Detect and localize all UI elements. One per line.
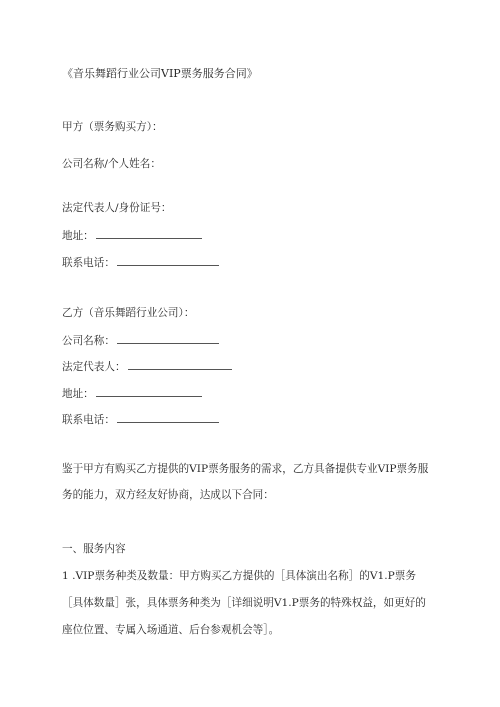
party-a-address-row: [62, 228, 202, 243]
preamble-line-1: 鉴于甲方有购买乙方提供的VIP票务服务的需求，乙方具备提供专业VIP票务服: [62, 463, 429, 475]
party-a-phone-row: [62, 255, 219, 270]
party-a-address-blank[interactable]: [96, 228, 202, 239]
party-a-heading: 甲方（票务购买方）：: [62, 121, 163, 133]
party-b-address-label: 地址：: [62, 388, 94, 400]
document-title: 《音乐舞蹈行业公司VIP票务服务合同》: [62, 67, 258, 80]
party-a-rep-label: 法定代表人/身份证号：: [62, 202, 172, 214]
party-a-phone-label: 联系电话：: [62, 257, 115, 269]
party-b-rep-label: 法定代表人：: [62, 361, 126, 373]
party-b-company-row: [62, 333, 219, 348]
party-a-phone-blank[interactable]: [117, 255, 219, 266]
section-1-heading: 一、服务内容: [62, 543, 126, 555]
party-b-address-blank[interactable]: [96, 386, 202, 397]
preamble-line-2: 务的能力，双方经友好协商，达成以下合同：: [62, 489, 274, 501]
party-b-rep-blank[interactable]: [128, 359, 232, 370]
party-a-company-name-label: 公司名称/个人姓名：: [62, 158, 161, 170]
party-b-address-row: [62, 386, 202, 401]
party-b-phone-label: 联系电话：: [62, 414, 115, 426]
party-b-phone-row: [62, 412, 219, 427]
clause-1-line-3: 座位位置、专属入场通道、后台参观机会等］。: [62, 624, 280, 636]
party-b-company-name-blank[interactable]: [117, 333, 219, 344]
party-a-address-label: 地址：: [62, 230, 94, 242]
party-b-heading: 乙方（音乐舞蹈行业公司）：: [62, 307, 195, 319]
clause-1-line-1: 1 .VIP票务种类及数量：甲方购买乙方提供的［具体演出名称］的V1.P票务: [62, 570, 416, 582]
party-b-phone-blank[interactable]: [117, 412, 219, 423]
clause-1-line-2: ［具体数量］张，具体票务种类为［详细说明V1.P票务的特殊权益，如更好的: [62, 597, 426, 609]
party-b-rep-row: [62, 359, 232, 374]
party-b-company-name-label: 公司名称：: [62, 335, 115, 347]
